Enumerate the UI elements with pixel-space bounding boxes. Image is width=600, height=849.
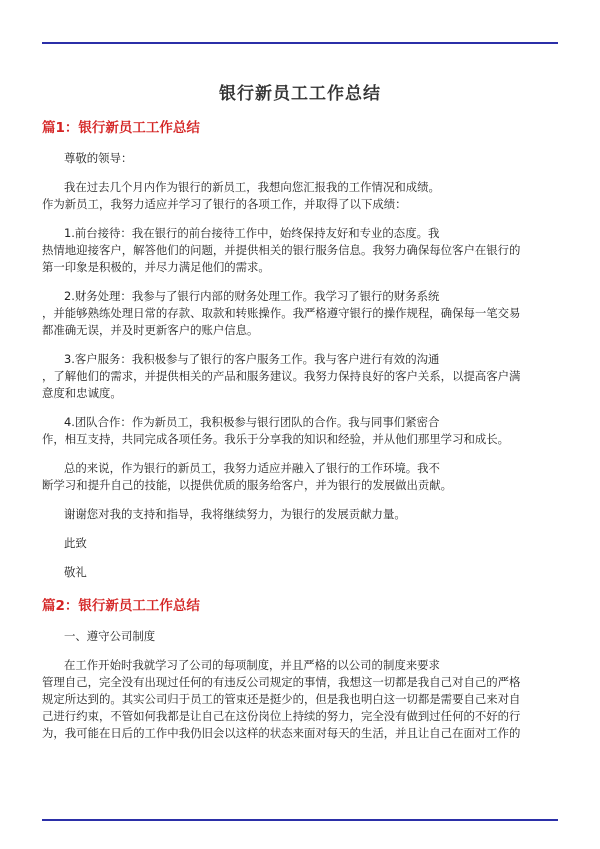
closing-regards: 此致 [64,536,87,550]
intro-line: 我在过去几个月内作为银行的新员工，我想向您汇报我的工作情况和成绩。 [64,180,440,194]
item1-line: 热情地迎接客户，解答他们的问题，并提供相关的银行服务信息。我努力确保每位客户在银行的 [42,243,521,257]
item1-line: 1.前台接待：我在银行的前台接待工作中，始终保持友好和专业的态度。我 [64,226,440,240]
item2-line: 2.财务处理：我参与了银行内部的财务处理工作。我学习了银行的财务系统 [64,289,440,303]
section2-line: 在工作开始时我就学习了公司的每项制度，并且严格的以公司的制度来要求 [64,658,440,672]
item3-line: ，了解他们的需求，并提供相关的产品和服务建议。我努力保持良好的客户关系，以提高客户满 [42,369,521,383]
section2-line: 为，我可能在日后的工作中我仍旧会以这样的状态来面对每天的生活，并且让自己在面对工作的 [42,726,521,740]
section2-line: 管理自己，完全没有出现过任何的有违反公司规定的事情，我想这一切都是我自己对自己的严格 [42,675,521,689]
header-rule [42,42,558,44]
item2-line: 都准确无误，并及时更新客户的账户信息。 [42,323,259,337]
document-title: 银行新员工工作总结 [219,84,381,104]
section2-heading: 篇2：银行新员工工作总结 [42,598,200,614]
summary-line: 断学习和提升自己的技能，以提供优质的服务给客户，并为银行的发展做出贡献。 [42,478,453,492]
section2-subheading: 一、遵守公司制度 [64,629,156,643]
item1-line: 第一印象是积极的，并尽力满足他们的需求。 [42,260,270,274]
closing-salute: 敬礼 [64,565,87,579]
footer-rule [42,819,558,821]
item4-line: 4.团队合作：作为新员工，我积极参与银行团队的合作。我与同事们紧密合 [64,415,440,429]
intro-line: 作为新员工，我努力适应并学习了银行的各项工作，并取得了以下成绩： [42,197,407,211]
section2-line: 规定所达到的。其实公司归于员工的管束还是挺少的，但是我也明白这一切都是需要自己来对自 [42,692,521,706]
item2-line: ，并能够熟练处理日常的存款、取款和转账操作。我严格遵守银行的操作规程，确保每一笔交易 [42,306,521,320]
summary-line: 总的来说，作为银行的新员工，我努力适应并融入了银行的工作环境。我不 [64,461,440,475]
thanks: 谢谢您对我的支持和指导，我将继续努力，为银行的发展贡献力量。 [64,507,406,521]
section1-heading: 篇1：银行新员工工作总结 [42,120,200,136]
item4-line: 作，相互支持，共同完成各项任务。我乐于分享我的知识和经验，并从他们那里学习和成长。 [42,432,510,446]
section2-line: 己进行约束，不管如何我都是让自己在这份岗位上持续的努力，完全没有做到过任何的不好的行 [42,709,521,723]
item3-line: 3.客户服务：我积极参与了银行的客户服务工作。我与客户进行有效的沟通 [64,352,440,366]
item3-line: 意度和忠诚度。 [42,386,122,400]
greeting: 尊敬的领导： [64,151,133,165]
